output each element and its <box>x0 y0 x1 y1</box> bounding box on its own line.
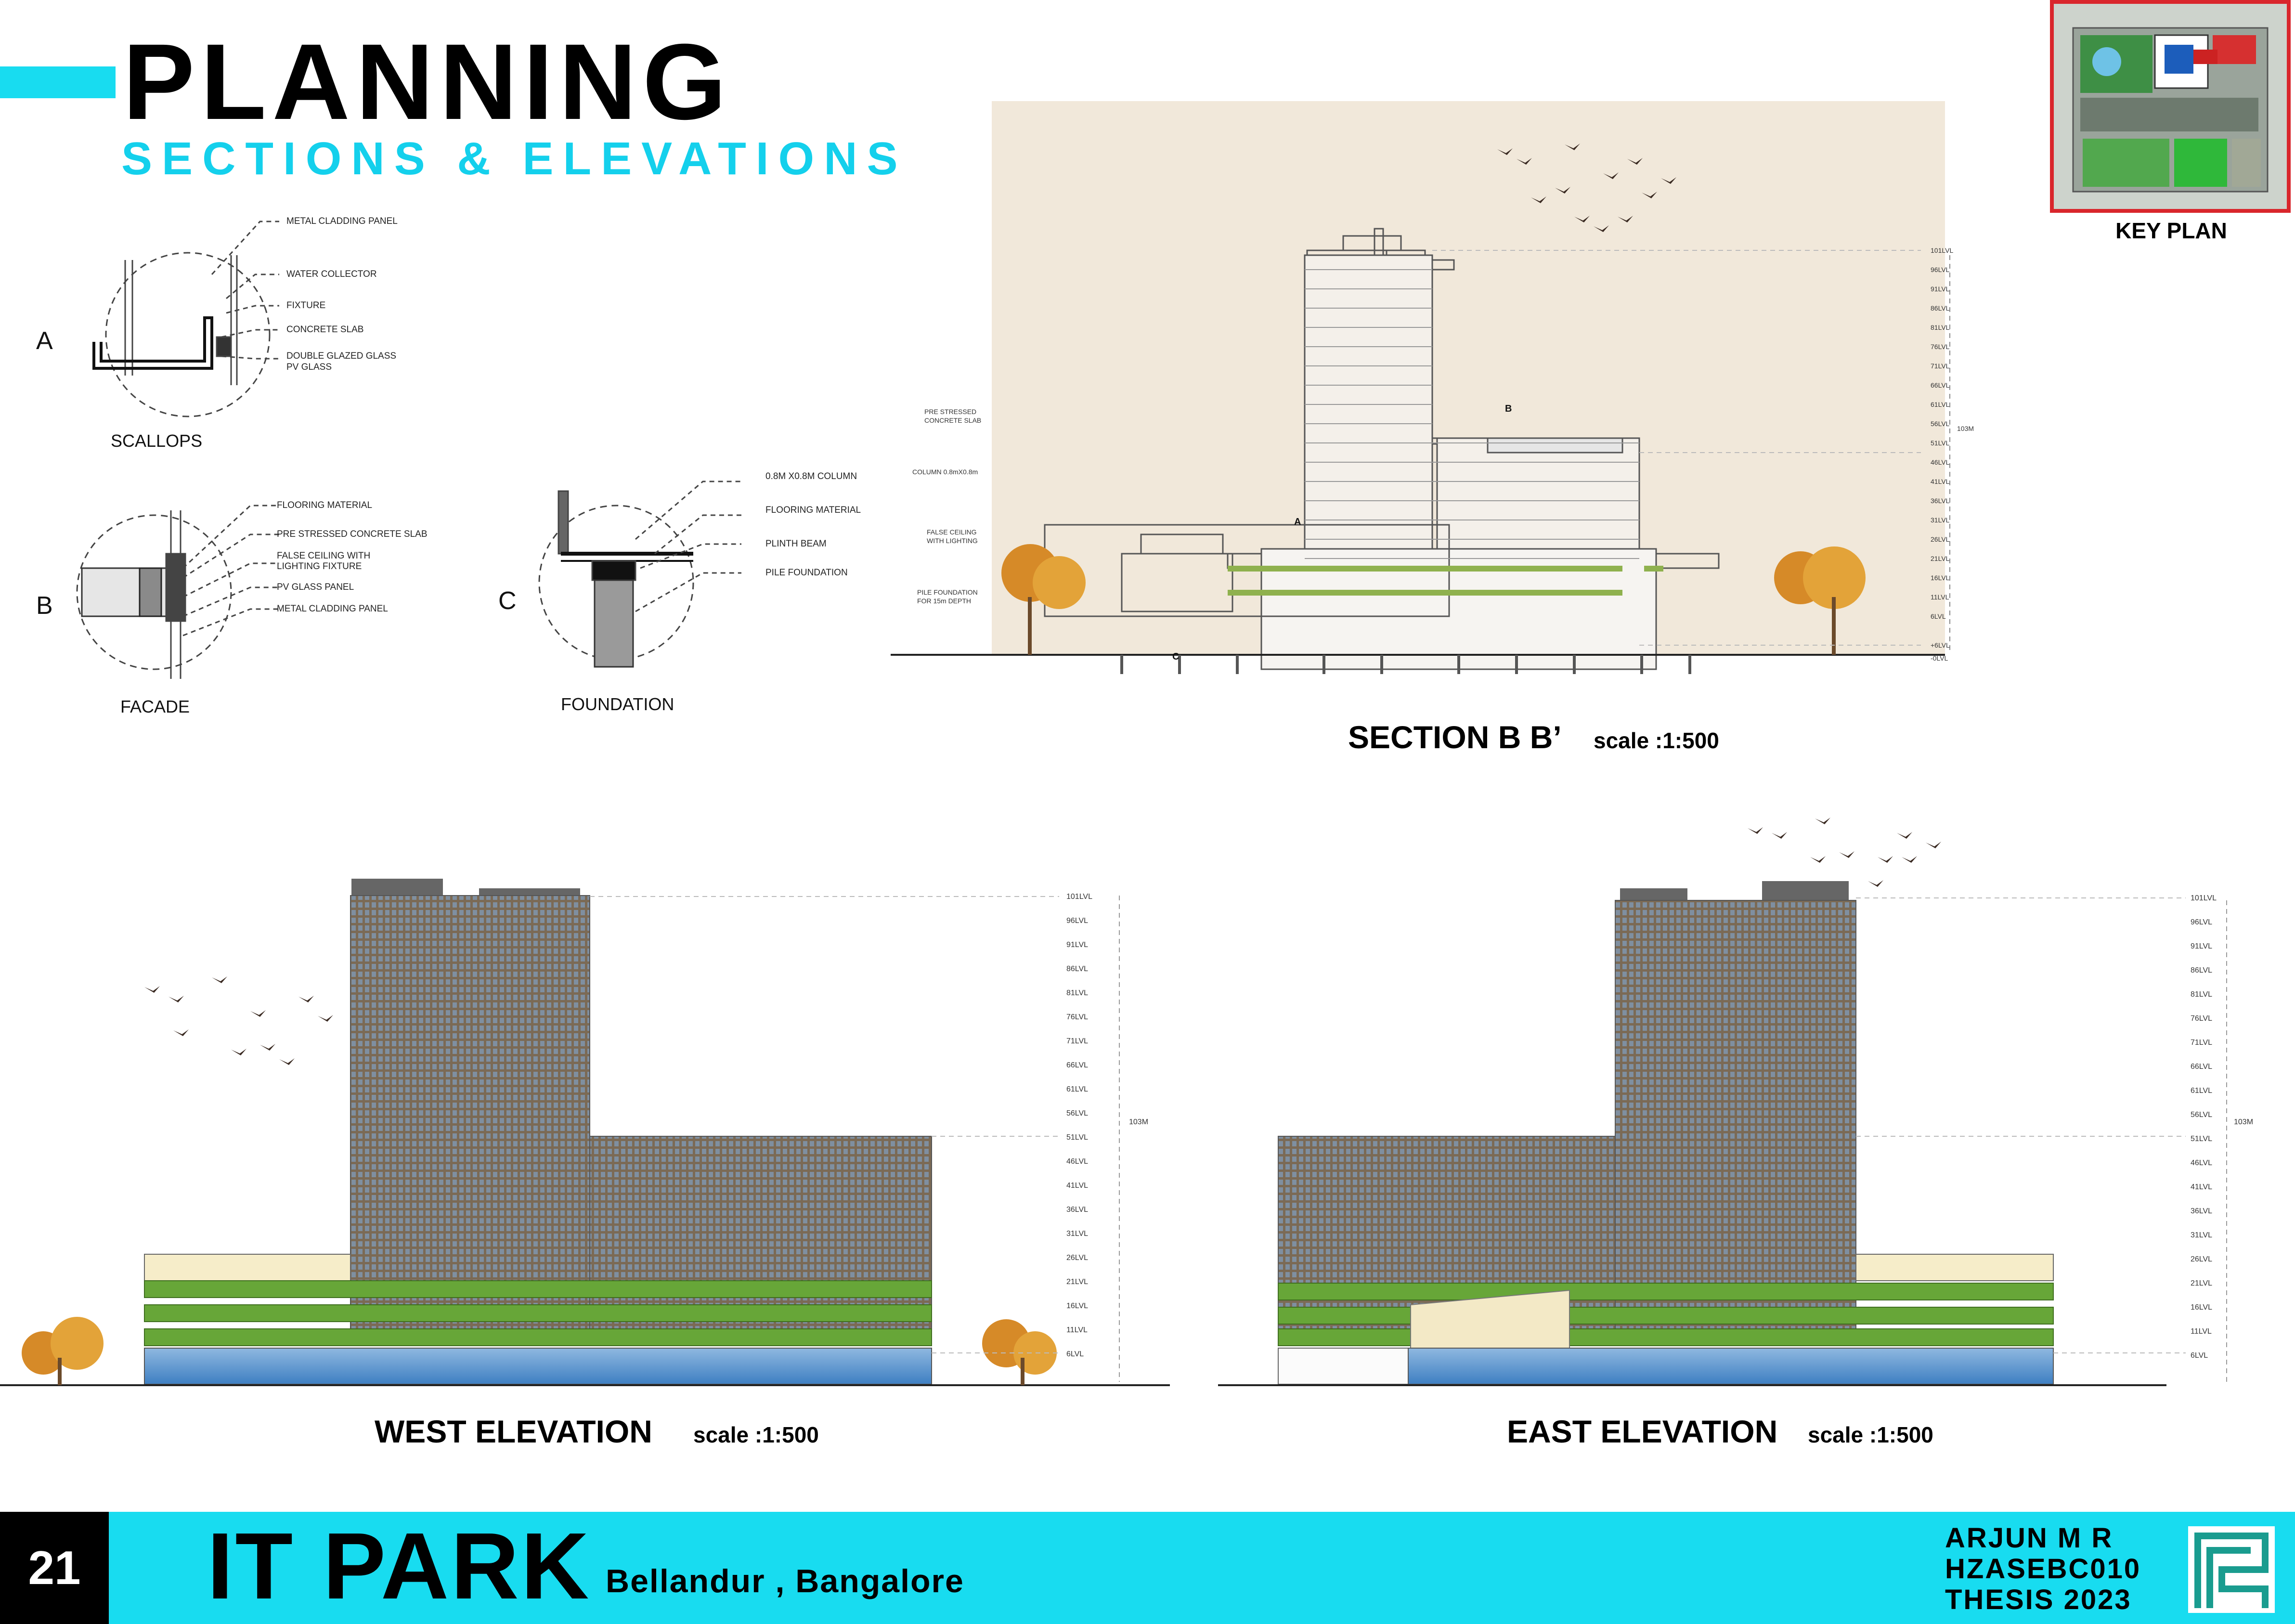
east-height-label: 103M <box>2234 1118 2254 1126</box>
east-level-76: 76LVL <box>2191 1014 2213 1023</box>
detail-marker-a: A <box>36 327 53 355</box>
east-level-6: 6LVL <box>2191 1351 2208 1360</box>
page-subtitle: SECTIONS & ELEVATIONS <box>121 133 908 184</box>
section-level-86: 86LVL <box>1931 304 1950 312</box>
east-level-61: 61LVL <box>2191 1087 2213 1095</box>
east-elevation-title: EAST ELEVATION <box>1507 1414 1778 1449</box>
west-elevation-scale: scale :1:500 <box>693 1422 819 1447</box>
construction-details <box>29 202 905 732</box>
section-marker-c: C <box>1172 651 1180 662</box>
foundation-label-1: 0.8M X0.8M COLUMN <box>765 471 857 481</box>
east-level-86: 86LVL <box>2191 966 2213 974</box>
east-level-91: 91LVL <box>2191 942 2213 950</box>
west-level-16: 16LVL <box>1066 1302 1089 1310</box>
author-id: HZASEBC010 <box>1945 1553 2141 1585</box>
scallops-label-5: DOUBLE GLAZED GLASS <box>286 351 397 361</box>
section-callout-6: PILE FOUNDATION <box>917 588 978 596</box>
section-level-71: 71LVL <box>1931 362 1950 370</box>
section-callout-7: FOR 15m DEPTH <box>917 597 972 605</box>
section-callout-1: PRE STRESSED <box>924 408 977 416</box>
east-level-41: 41LVL <box>2191 1183 2213 1191</box>
east-level-66: 66LVL <box>2191 1063 2213 1071</box>
section-level-16: 16LVL <box>1931 574 1950 582</box>
foundation-label-4: PILE FOUNDATION <box>765 568 848 578</box>
section-level-plus6: +6LVL <box>1931 641 1950 649</box>
project-name: IT PARK <box>207 1513 591 1619</box>
section-bb-drawing <box>891 96 2017 674</box>
section-level-61: 61LVL <box>1931 401 1950 408</box>
logo-icon <box>2188 1526 2275 1613</box>
west-elevation-title: WEST ELEVATION <box>375 1414 652 1449</box>
section-level-21: 21LVL <box>1931 555 1950 562</box>
west-level-36: 36LVL <box>1066 1206 1089 1214</box>
east-level-71: 71LVL <box>2191 1039 2213 1047</box>
west-level-21: 21LVL <box>1066 1278 1089 1286</box>
west-level-86: 86LVL <box>1066 965 1089 973</box>
west-level-51: 51LVL <box>1066 1133 1089 1142</box>
birds-icon <box>144 976 333 1065</box>
section-callout-2: CONCRETE SLAB <box>924 416 982 424</box>
foundation-label-3: PLINTH BEAM <box>765 539 827 549</box>
west-height-label: 103M <box>1129 1118 1149 1126</box>
section-level-76: 76LVL <box>1931 343 1950 351</box>
detail-marker-b: B <box>36 592 53 620</box>
foundation-label-2: FLOORING MATERIAL <box>765 505 861 515</box>
scallops-label-1: METAL CLADDING PANEL <box>286 216 398 226</box>
west-level-81: 81LVL <box>1066 989 1089 997</box>
east-level-36: 36LVL <box>2191 1207 2213 1215</box>
east-level-101: 101LVL <box>2191 894 2217 902</box>
east-level-96: 96LVL <box>2191 918 2213 926</box>
east-level-11: 11LVL <box>2191 1327 2212 1336</box>
page-number: 21 <box>0 1512 109 1624</box>
west-level-31: 31LVL <box>1066 1230 1089 1238</box>
west-level-76: 76LVL <box>1066 1013 1089 1021</box>
section-level-6: 6LVL <box>1931 612 1946 620</box>
foundation-caption: FOUNDATION <box>561 694 674 714</box>
scallops-label-6: PV GLASS <box>286 362 332 372</box>
east-level-21: 21LVL <box>2191 1279 2213 1287</box>
section-level-101: 101LVL <box>1931 247 1954 254</box>
section-level-26: 26LVL <box>1931 535 1950 543</box>
west-level-26: 26LVL <box>1066 1254 1089 1262</box>
scallops-label-4: CONCRETE SLAB <box>286 325 364 335</box>
east-elevation-scale: scale :1:500 <box>1808 1422 1933 1447</box>
section-level-81: 81LVL <box>1931 324 1950 331</box>
facade-label-2: PRE STRESSED CONCRETE SLAB <box>277 529 428 539</box>
west-level-66: 66LVL <box>1066 1061 1089 1069</box>
section-callout-3: COLUMN 0.8mX0.8m <box>912 468 978 476</box>
west-level-91: 91LVL <box>1066 941 1089 949</box>
section-callout-4: FALSE CEILING <box>927 528 977 536</box>
author-name: ARJUN M R <box>1945 1522 2113 1554</box>
west-level-6: 6LVL <box>1066 1350 1084 1358</box>
west-elevation-drawing <box>0 809 1184 1401</box>
section-level-51: 51LVL <box>1931 439 1950 447</box>
section-level-11: 11LVL <box>1931 593 1949 601</box>
scallops-label-3: FIXTURE <box>286 300 326 311</box>
thesis-year: THESIS 2023 <box>1945 1584 2132 1615</box>
facade-label-4: LIGHTING FIXTURE <box>277 561 362 572</box>
section-level-36: 36LVL <box>1931 497 1950 505</box>
section-title: SECTION B B’ <box>1348 719 1562 755</box>
project-location: Bellandur , Bangalore <box>606 1563 964 1599</box>
key-plan-label: KEY PLAN <box>2115 218 2227 243</box>
header-accent-bar <box>0 66 116 98</box>
section-marker-a: A <box>1294 517 1301 527</box>
east-level-16: 16LVL <box>2191 1303 2213 1312</box>
west-level-96: 96LVL <box>1066 917 1089 925</box>
facade-label-3: FALSE CEILING WITH <box>277 551 371 561</box>
west-level-101: 101LVL <box>1066 893 1092 901</box>
key-plan-drawing <box>2054 4 2287 209</box>
section-level-91: 91LVL <box>1931 285 1950 293</box>
section-callout-5: WITH LIGHTING <box>927 537 978 545</box>
scallops-label-2: WATER COLLECTOR <box>286 269 377 279</box>
east-level-26: 26LVL <box>2191 1255 2213 1263</box>
west-level-61: 61LVL <box>1066 1085 1089 1093</box>
east-level-56: 56LVL <box>2191 1111 2213 1119</box>
west-level-11: 11LVL <box>1066 1326 1088 1334</box>
east-level-31: 31LVL <box>2191 1231 2213 1239</box>
east-elevation-drawing <box>1204 809 2272 1401</box>
detail-marker-c: C <box>498 587 517 615</box>
facade-label-6: METAL CLADDING PANEL <box>277 604 388 614</box>
birds-icon <box>1748 818 1941 887</box>
section-level-41: 41LVL <box>1931 478 1950 485</box>
section-level-66: 66LVL <box>1931 381 1950 389</box>
east-level-46: 46LVL <box>2191 1159 2213 1167</box>
key-plan-image <box>2050 0 2291 213</box>
section-height-label: 103M <box>1957 425 1974 432</box>
section-level-46: 46LVL <box>1931 458 1950 466</box>
author-block <box>1945 1523 2141 1615</box>
facade-caption: FACADE <box>120 697 190 716</box>
west-level-56: 56LVL <box>1066 1109 1089 1117</box>
section-level-0: -0LVL <box>1931 654 1948 662</box>
section-level-56: 56LVL <box>1931 420 1950 428</box>
facade-label-1: FLOORING MATERIAL <box>277 500 373 510</box>
west-level-41: 41LVL <box>1066 1182 1089 1190</box>
facade-label-5: PV GLASS PANEL <box>277 582 354 592</box>
east-level-81: 81LVL <box>2191 990 2213 999</box>
section-level-96: 96LVL <box>1931 266 1950 273</box>
section-level-31: 31LVL <box>1931 516 1950 524</box>
east-level-51: 51LVL <box>2191 1135 2213 1143</box>
section-marker-b: B <box>1505 403 1512 414</box>
section-scale: scale :1:500 <box>1594 728 1719 753</box>
west-level-46: 46LVL <box>1066 1157 1089 1166</box>
scallops-caption: SCALLOPS <box>111 431 203 451</box>
page-title: PLANNING <box>123 22 732 142</box>
west-level-71: 71LVL <box>1066 1037 1089 1045</box>
